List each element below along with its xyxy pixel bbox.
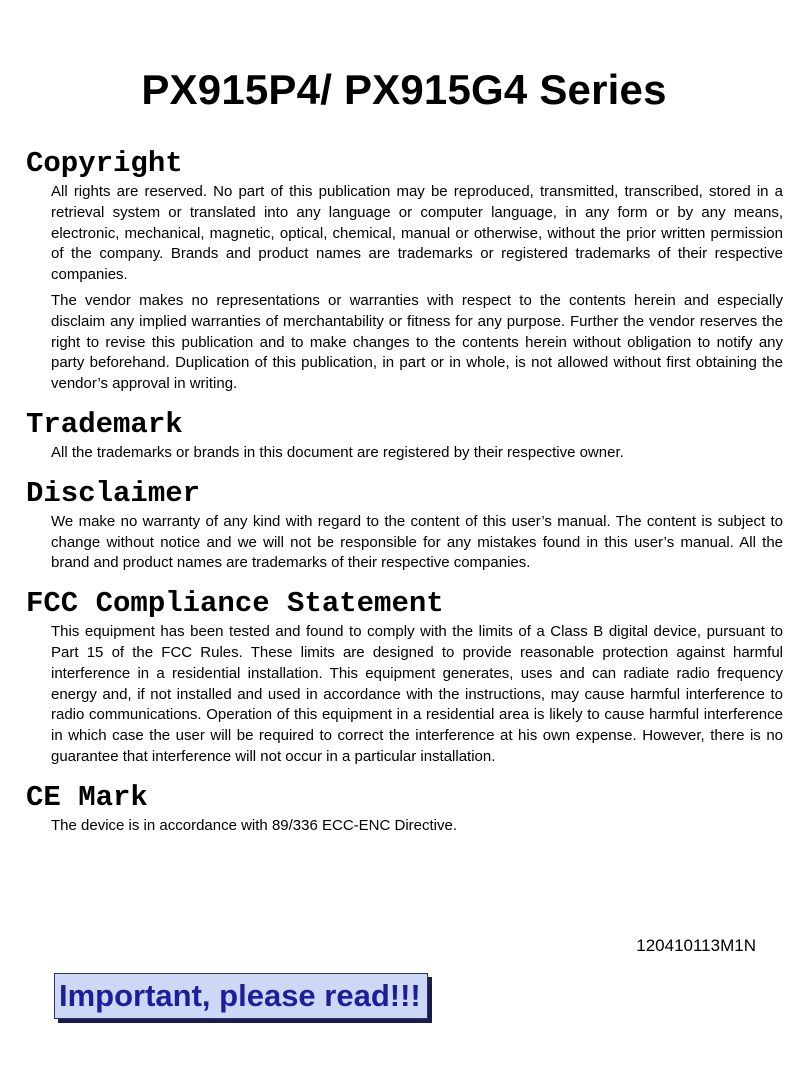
section-trademark: [26, 407, 783, 464]
copyright-paragraph-rights: All rights are reserved. No part of this publication may be reproduced, transmitted, transcribed, stored in a retrieval system or translated into any language or computer language, in any form or by any means, electronic, mechanical, magnetic, optical, chemical, manual or otherwise, without the prior written permission of the company. Brands and product names are trademarks or registered trademarks of their respective companies.: [51, 183, 783, 284]
important-notice-banner: Important, please read!!!: [54, 973, 428, 1019]
section-copyright: [26, 146, 783, 395]
section-heading-fcc: FCC Compliance Statement: [26, 587, 444, 621]
trademark-paragraph: All the trademarks or brands in this document are registered by their respective owner.: [51, 443, 624, 461]
disclaimer-paragraph: We make no warranty of any kind with regard to the content of this user’s manual. The content is subject to change without notice and we will not be responsible for any mistakes found in this user’s manual. All the brand and product names are trademarks of their respective companies.: [51, 512, 783, 572]
ce-mark-paragraph: The device is in accordance with 89/336 ECC-ENC Directive.: [51, 816, 458, 834]
section-disclaimer: [26, 476, 783, 574]
copyright-paragraph-vendor: The vendor makes no representations or warranties with respect to the contents herein and especially disclaim any implied warranties of merchantability or fitness for any purpose. Further the vendor reserves the right to revise this publication and to make changes to the contents herein without obligation to notify any party beforehand. Duplication of this publication, in part or in whole, is not allowed without first obtaining the vendor’s approval in writing.: [51, 291, 783, 393]
section-heading-disclaimer: Disclaimer: [26, 476, 201, 510]
document-code: 120410113M1N: [636, 936, 756, 955]
section-heading-ce-mark: CE Mark: [26, 780, 148, 814]
section-heading-trademark: Trademark: [26, 407, 183, 441]
section-fcc: [26, 586, 783, 768]
document-body: [26, 146, 783, 837]
section-heading-copyright: Copyright: [26, 147, 183, 180]
section-ce-mark: [26, 780, 783, 837]
fcc-paragraph: This equipment has been tested and found to comply with the limits of a Class B digital device, pursuant to Part 15 of the FCC Rules. These limits are designed to provide reasonable protection against harmful interference in a residential installation. This equipment generates, uses and can radiate radio frequency energy and, if not installed and used in accordance with the instructions, may cause harmful interference to radio communications. Operation of this equipment in a residential area is likely to cause harmful interference in which case the user will be required to correct the interference at his own expense. However, there is no guarantee that interference will not occur in a particular installation.: [51, 623, 783, 765]
page-title: PX915P4/ PX915G4 Series: [141, 66, 667, 113]
